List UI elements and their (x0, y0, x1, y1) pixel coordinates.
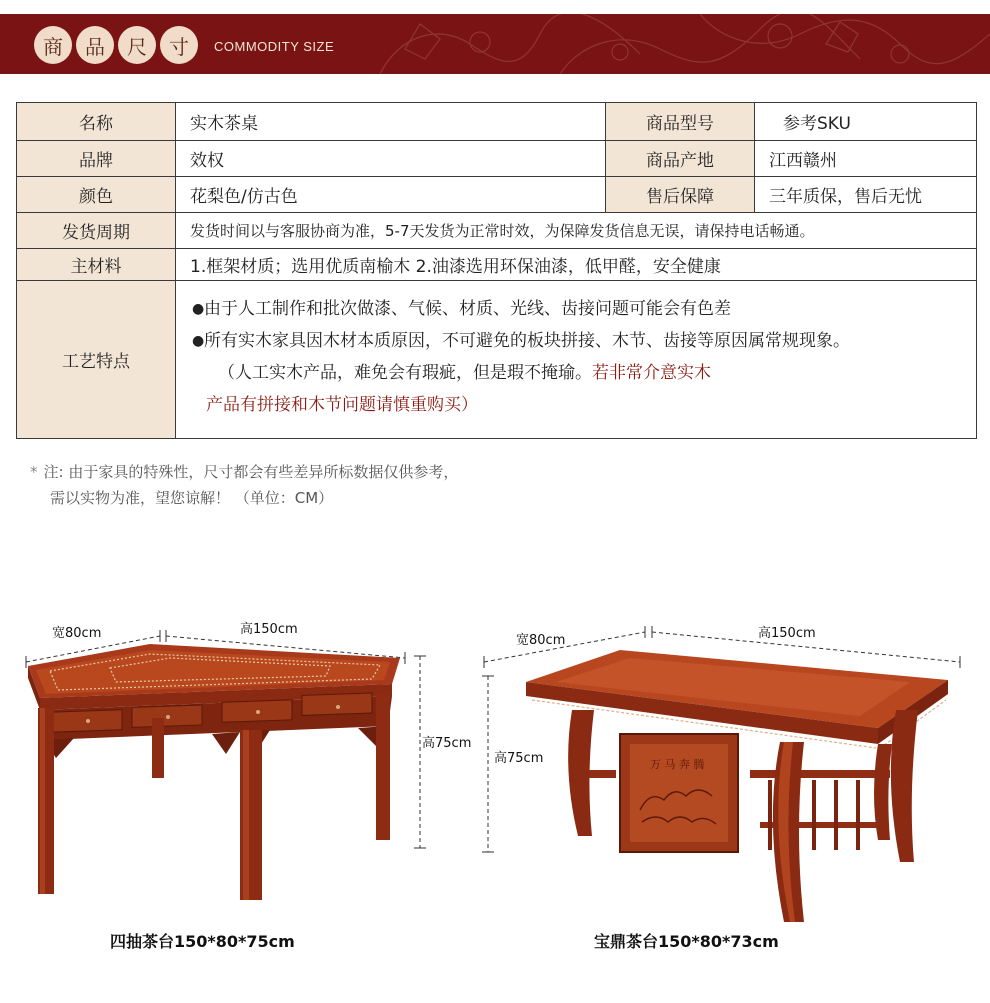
width-label: 宽80cm (516, 633, 566, 648)
tea-table-2-image (480, 610, 980, 930)
height-label: 高75cm (494, 751, 544, 766)
footnote-line (30, 459, 458, 485)
spec-label: 商品产地 (606, 141, 755, 177)
height-label: 高75cm (422, 736, 472, 751)
width-label: 宽80cm (52, 626, 102, 641)
length-label: 高150cm (758, 626, 816, 641)
bullet-icon: ● (192, 333, 205, 349)
spec-value: 参考SKU (755, 103, 977, 141)
spec-value: 花梨色/仿古色 (176, 177, 606, 213)
list-item (192, 325, 976, 357)
tea-table-1-image (0, 600, 480, 920)
product-caption: 宝鼎茶台150*80*73cm (594, 932, 779, 951)
craft-cell (176, 281, 977, 439)
spec-value: 实木茶桌 (176, 103, 606, 141)
table-row (17, 213, 977, 249)
craft-note-text: （人工实木产品，难免会有瑕疵，但是瑕不掩瑜。 (218, 363, 592, 383)
title-chars (34, 26, 202, 64)
product-caption: 四抽茶台150*80*75cm (110, 932, 295, 951)
header-subtitle: COMMODITY SIZE (214, 39, 335, 54)
craft-text: 由于人工制作和批次做漆、气候、材质、光线、齿接问题可能会有色差 (204, 299, 731, 319)
craft-text: 所有实木家具因木材本质原因，不可避免的板块拼接、木节、齿接等原因属常规现象。 (204, 331, 850, 351)
craft-note (192, 389, 976, 421)
spec-label: 发货周期 (17, 213, 176, 249)
asterisk-icon: * (30, 463, 38, 481)
spec-value: 发货时间以与客服协商为准，5-7天发货为正常时效，为保障发货信息无误，请保持电话畅通。 (176, 213, 977, 249)
title-char: 商 (34, 26, 72, 64)
spec-label: 颜色 (17, 177, 176, 213)
footnote-text: 注: 由于家具的特殊性，尺寸都会有些差异所标数据仅供参考， (43, 463, 459, 481)
svg-text:万 马 奔 腾: 万 马 奔 腾 (650, 758, 705, 771)
spec-label: 品牌 (17, 141, 176, 177)
craft-note-warning: 产品有拼接和木节问题请慎重购买） (206, 395, 478, 415)
title-char: 寸 (160, 26, 198, 64)
spec-table (16, 102, 977, 439)
table-row (17, 249, 977, 281)
craft-note-warning: 若非常介意实木 (592, 363, 711, 383)
footnote (30, 459, 458, 511)
spec-label: 工艺特点 (17, 281, 176, 439)
table-row (17, 281, 977, 439)
spec-label: 主材料 (17, 249, 176, 281)
spec-value: 效权 (176, 141, 606, 177)
spec-label: 售后保障 (606, 177, 755, 213)
craft-note (192, 357, 976, 389)
table-row (17, 103, 977, 141)
spec-value: 江西赣州 (755, 141, 977, 177)
table-row (17, 141, 977, 177)
craft-list (176, 281, 976, 421)
header-banner (0, 14, 990, 74)
bullet-icon: ● (192, 301, 205, 317)
title-char: 尺 (118, 26, 156, 64)
spec-value: 1.框架材质；选用优质南榆木 2.油漆选用环保油漆，低甲醛，安全健康 (176, 249, 977, 281)
length-label: 高150cm (240, 622, 298, 637)
table-row (17, 177, 977, 213)
spec-label: 商品型号 (606, 103, 755, 141)
list-item (192, 293, 976, 325)
title-char: 品 (76, 26, 114, 64)
spec-value: 三年质保，售后无忧 (755, 177, 977, 213)
footnote-line: 需以实物为准，望您谅解！ （单位：CM） (50, 489, 334, 507)
spec-label: 名称 (17, 103, 176, 141)
